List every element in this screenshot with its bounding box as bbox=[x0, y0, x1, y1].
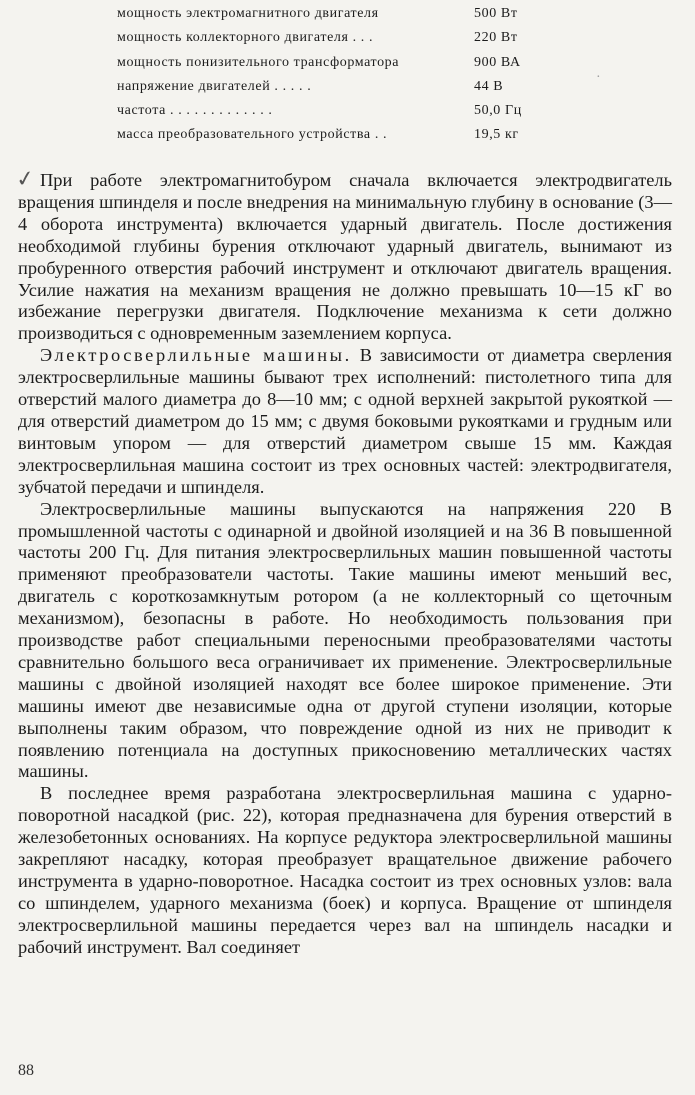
spec-row bbox=[117, 51, 547, 75]
spec-value: 900 ВА bbox=[474, 54, 521, 70]
spec-row bbox=[117, 26, 547, 50]
spec-label: мощность понизительного трансформатора bbox=[117, 54, 400, 70]
specifications-list bbox=[117, 2, 547, 148]
paragraph: При работе электромагнитобуром сначала включается электродвигатель вращения шпинделя и после внедрения на минимальную глубину в основание (3—4 оборота инструмента) включается ударный двигатель. После достижения необходимой глубины бурения отключают ударный двигатель, вынимают из пробуренного отверстия рабочий инструмент и отключают двигатель вращения. Усилие нажатия на механизм вращения не должно превышать 10—15 кГ во избежание перегрузки двигателя. Подключение механизма к сети должно производиться с одновременным заземлением корпуса. bbox=[18, 170, 672, 344]
body-text bbox=[18, 170, 672, 959]
smudge-mark: · bbox=[596, 70, 601, 85]
spec-row bbox=[117, 2, 547, 26]
spec-label: частота . . . . . . . . . . . . . bbox=[117, 103, 273, 119]
spec-label: мощность электромагнитного двигателя bbox=[117, 6, 379, 21]
spec-label: масса преобразовательного устройства . . bbox=[117, 127, 388, 143]
paragraph-text: В зависимости от диаметра сверления электросверлильные машины бывают трех исполнений: пистолетного типа для отверстий малого диаметра до 8—10 мм; с одной верхней закрытой рукояткой — для отверстий диаметром до 15 мм; с двумя боковыми рукоятками и грудным или винтовым упором — для отверстий диаметром свыше 15 мм. Каждая электросверлильная машина состоит из трех основных частей: электродвигателя, зубчатой передачи и шпинделя. bbox=[18, 345, 673, 497]
spec-row bbox=[117, 99, 547, 123]
spec-label: мощность коллекторного двигателя . . . bbox=[117, 30, 374, 46]
spec-value: 19,5 кг bbox=[474, 127, 519, 143]
spec-value: 44 В bbox=[474, 78, 504, 94]
page-number: 88 bbox=[18, 1062, 34, 1079]
spec-value: 220 Вт bbox=[474, 30, 518, 46]
section-heading: Электросверлильные машины. bbox=[40, 345, 352, 366]
paragraph bbox=[18, 345, 672, 498]
spec-row bbox=[117, 75, 547, 99]
check-mark-icon: ✓ bbox=[14, 164, 37, 193]
spec-value: 50,0 Гц bbox=[474, 103, 522, 119]
spec-label: напряжение двигателей . . . . . bbox=[117, 78, 312, 94]
spec-row bbox=[117, 123, 547, 147]
paragraph: Электросверлильные машины выпускаются на напряжения 220 В промышленной частоты с одинарной и двойной изоляцией и на 36 В повышенной частоты 200 Гц. Для питания электросверлильных машин повышенной частоты применяют преобразователи частоты. Такие машины имеют меньший вес, двигатель с короткозамкнутым ротором (а не коллекторный со щеточным механизмом), безопасны в работе. Но необходимость пользования при производстве работ специальными переносными преобразователями частоты сравнительно большого веса ограничивает их применение. Электросверлильные машины с двойной изоляцией находят все более широкое применение. Эти машины имеют две независимые одна от другой ступени изоляции, которые выполнены таким образом, что повреждение одной из них не приводит к появлению потенциала на доступных прикосновению металлических частях машины. bbox=[18, 498, 672, 782]
spec-value: 500 Вт bbox=[474, 6, 518, 21]
paragraph: В последнее время разработана электросверлильная машина с ударно-поворотной насадкой (рис. 22), которая предназначена для бурения отверстий в железобетонных основаниях. На корпусе редуктора электросверлильной машины закрепляют насадку, которая преобразует вращательное движение рабочего инструмента в ударно-поворотное. Насадка состоит из трех основных узлов: вала со шпинделем, ударного механизма (боек) и корпуса. Вращение от шпинделя электросверлильной машины передается через вал на шпиндель насадки и рабочий инструмент. Вал соединяет bbox=[18, 783, 672, 957]
